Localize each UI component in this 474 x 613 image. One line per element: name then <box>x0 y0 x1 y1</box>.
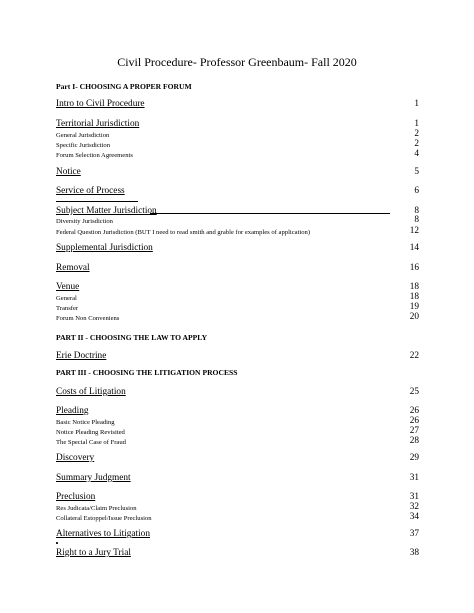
toc-entry-label[interactable]: Alternatives to Litigation <box>56 529 150 539</box>
toc-entry-label[interactable]: Preclusion <box>56 492 96 502</box>
toc-entry-page: 8 <box>414 206 419 216</box>
toc-subentry[interactable] <box>56 224 419 236</box>
toc-entry[interactable] <box>56 546 419 558</box>
toc-entry-label[interactable]: Costs of Litigation <box>56 387 126 397</box>
toc-subentry-page: 20 <box>409 311 419 322</box>
toc-subentry-page: 18 <box>409 291 419 302</box>
toc-entry-page: 38 <box>409 548 419 558</box>
toc-entry-page: 16 <box>409 263 419 273</box>
toc-entry-page: 25 <box>409 387 419 397</box>
toc-entry-page: 14 <box>409 243 419 253</box>
toc-subentry-label[interactable]: Res Judicata/Claim Preclusion <box>56 505 137 512</box>
toc-entry-label[interactable]: Territorial Jurisdiction <box>56 119 140 129</box>
toc-entry-label[interactable]: Notice <box>56 167 81 177</box>
toc-subentry-page: 12 <box>409 225 419 236</box>
toc-subentry-label[interactable]: The Special Case of Fraud <box>56 439 126 446</box>
toc-subentry-page: 19 <box>409 301 419 312</box>
toc-entry-page: 26 <box>409 406 419 416</box>
toc-subentry-page: 8 <box>414 214 419 225</box>
toc-entry-page: 22 <box>409 351 419 361</box>
toc-subentry-label[interactable]: Notice Pleading Revisited <box>56 429 125 436</box>
toc-subentry-label[interactable]: Basic Notice Pleading <box>56 419 115 426</box>
toc-subentry-page: 34 <box>409 511 419 522</box>
toc-entry-label[interactable]: Supplemental Jurisdiction <box>56 243 153 253</box>
toc-subentry-label[interactable]: General Jurisdiction <box>56 132 110 139</box>
toc-subentry-label[interactable]: General <box>56 295 77 302</box>
toc-subentry-page: 28 <box>409 435 419 446</box>
toc-subentry-page: 26 <box>409 415 419 426</box>
toc-entry-label[interactable]: Service of Process <box>56 186 125 196</box>
stray-mark <box>56 542 58 544</box>
toc-entry-page: 31 <box>409 492 419 502</box>
part-heading: Part I- CHOOSING A PROPER FORUM <box>56 82 192 91</box>
toc-entry-label[interactable]: Discovery <box>56 453 95 463</box>
toc-subentry-page: 27 <box>409 425 419 436</box>
toc-entry-page: 29 <box>409 453 419 463</box>
toc-entry-label[interactable]: Intro to Civil Procedure <box>56 99 145 109</box>
toc-entry-page: 5 <box>414 167 419 177</box>
toc-subentry-label[interactable]: Forum Non Conveniens <box>56 315 120 322</box>
part-heading: PART III - CHOOSING THE LITIGATION PROCESS <box>56 368 238 377</box>
toc-entry[interactable] <box>56 184 419 196</box>
toc-entry-label[interactable]: Erie Doctrine <box>56 351 107 361</box>
toc-entry[interactable] <box>56 165 419 177</box>
document-title: Civil Procedure- Professor Greenbaum- Fall 2020 <box>117 55 357 69</box>
toc-subentry-label[interactable]: Forum Selection Agreements <box>56 152 133 159</box>
toc-entry-page: 6 <box>414 186 419 196</box>
toc-subentry-label[interactable]: Federal Question Jurisdiction (BUT I need to read smith and grable for examples of application) <box>56 229 311 236</box>
toc-entry-page: 37 <box>409 529 419 539</box>
toc-entry-label[interactable]: Removal <box>56 263 90 273</box>
toc-subentry-page: 4 <box>414 148 419 159</box>
toc-entry-label[interactable]: Right to a Jury Trial <box>56 548 131 558</box>
toc-subentry-page: 2 <box>414 128 419 139</box>
toc-entry-label[interactable]: Summary Judgment <box>56 473 131 483</box>
toc-subentry-label[interactable]: Diversity Jurisdiction <box>56 218 113 225</box>
toc-entry-page: 1 <box>414 99 419 109</box>
toc-entry[interactable] <box>56 527 419 539</box>
toc-entry-page: 31 <box>409 473 419 483</box>
toc-entry[interactable] <box>56 241 419 253</box>
divider-line <box>56 201 138 202</box>
toc-entry[interactable] <box>56 97 419 109</box>
toc-subentry-page: 2 <box>414 138 419 149</box>
toc-subentry-label[interactable]: Transfer <box>56 305 79 312</box>
toc-subentry-label[interactable]: Specific Jurisdiction <box>56 142 111 149</box>
toc-subentry[interactable] <box>56 434 419 446</box>
toc-entry-page: 18 <box>409 282 419 292</box>
toc-entry-page: 1 <box>414 119 419 129</box>
toc-entry-label[interactable]: Subject Matter Jurisdiction <box>56 206 157 216</box>
toc-entry-label[interactable]: Venue <box>56 282 80 292</box>
toc-subentry-label[interactable]: Collateral Estoppel/Issue Preclusion <box>56 515 152 522</box>
toc-subentry-page: 32 <box>409 501 419 512</box>
toc-subentry[interactable] <box>56 310 419 322</box>
toc-entry[interactable] <box>56 471 419 483</box>
part-heading: PART II - CHOOSING THE LAW TO APPLY <box>56 333 208 342</box>
toc-subentry[interactable] <box>56 147 419 159</box>
toc-entry[interactable] <box>56 451 419 463</box>
toc-entry[interactable] <box>56 261 419 273</box>
toc-subentry[interactable] <box>56 510 419 522</box>
toc-entry-label[interactable]: Pleading <box>56 406 89 416</box>
toc-entry[interactable] <box>56 349 419 361</box>
toc-entry[interactable] <box>56 385 419 397</box>
